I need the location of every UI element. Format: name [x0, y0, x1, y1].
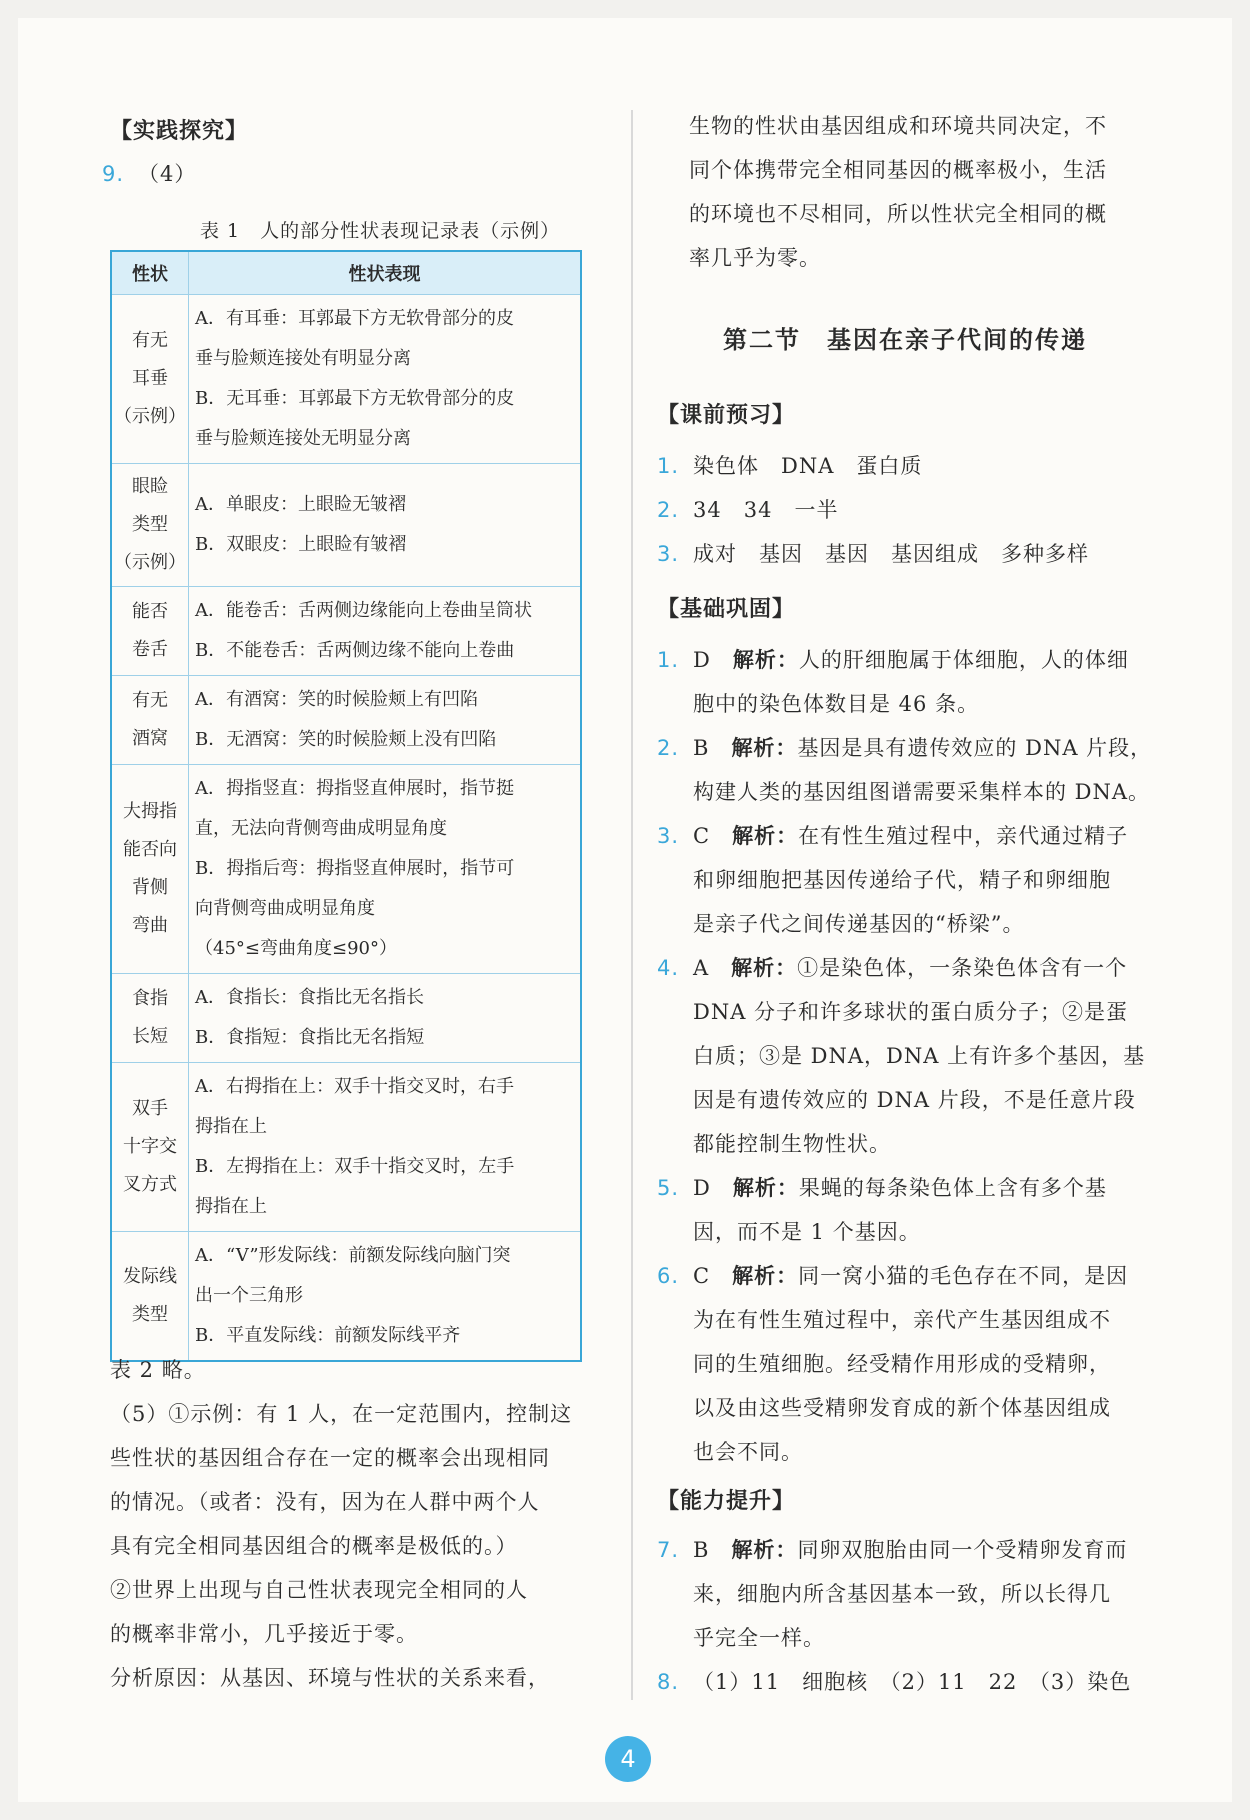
item-number: 6. [657, 1264, 680, 1288]
basic-item-line: 是亲子代之间传递基因的“桥梁”。 [693, 912, 1025, 936]
table-row [111, 295, 581, 464]
answer-line: 些性状的基因组合存在一定的概率会出现相同 [110, 1446, 550, 1470]
expression-cell [189, 676, 582, 765]
basic-item-line: 白质；③是 DNA，DNA 上有许多个基因，基 [693, 1044, 1146, 1068]
expression-cell [189, 464, 582, 587]
answer-line: 具有完全相同基因组合的概率是极低的。） [110, 1534, 518, 1558]
option-text: A．有耳垂：耳郭最下方无软骨部分的皮 [195, 308, 514, 329]
item-number: 4. [657, 956, 680, 980]
trait-cell [111, 765, 189, 974]
answer-line: 表 2 略。 [110, 1358, 206, 1382]
basic-item-line: 胞中的染色体数目是 46 条。 [693, 692, 980, 716]
item-number: 7. [657, 1538, 680, 1562]
preview-item [657, 444, 922, 488]
answer-line: 的情况。（或者：没有，因为在人群中两个人 [110, 1490, 540, 1514]
header-trait: 性状 [111, 251, 189, 295]
advanced-item-line: 来，细胞内所含基因基本一致，所以长得几 [693, 1582, 1111, 1606]
option-text: B．食指短：食指比无名指短 [195, 1027, 425, 1048]
analysis-text: 同卵双胞胎由同一个受精卵发育而 [797, 1538, 1128, 1562]
trait-text: 酒窝 [132, 728, 168, 749]
option-text: 垂与脸颊连接处无明显分离 [195, 428, 411, 449]
item-number: 1. [657, 454, 680, 478]
advanced-item [657, 1528, 1127, 1572]
table-row [111, 587, 581, 676]
basic-item [657, 946, 1127, 990]
column-divider [631, 110, 633, 1700]
option-text: （45°≤弯曲角度≤90°） [195, 938, 397, 959]
section-advanced-title: 【能力提升】 [657, 1489, 796, 1514]
item-number: 3. [657, 542, 680, 566]
q9-number: 9. [102, 162, 125, 186]
header-expression: 性状表现 [189, 251, 582, 295]
analysis-label: 解析： [731, 1538, 798, 1562]
option-text: 拇指在上 [195, 1116, 267, 1137]
q8-line [657, 1660, 1131, 1704]
table-row [111, 676, 581, 765]
trait-cell [111, 1232, 189, 1362]
table-row [111, 974, 581, 1063]
item-number: 2. [657, 498, 680, 522]
trait-text: 叉方式 [123, 1174, 177, 1195]
item-text: 染色体 DNA 蛋白质 [693, 454, 923, 478]
answer-line: （5）①示例：有 1 人，在一定范围内，控制这 [110, 1402, 573, 1426]
analysis-text: ①是染色体，一条染色体含有一个 [797, 956, 1128, 980]
option-text: 垂与脸颊连接处有明显分离 [195, 348, 411, 369]
trait-text: 双手 [132, 1098, 168, 1119]
continued-line: 率几乎为零。 [689, 246, 821, 270]
expression-cell [189, 587, 582, 676]
option-text: A．有酒窝：笑的时候脸颊上有凹陷 [195, 689, 478, 710]
table-caption: 表 1 人的部分性状表现记录表（示例） [200, 220, 561, 242]
item-number: 2. [657, 736, 680, 760]
analysis-text: 基因是具有遗传效应的 DNA 片段， [797, 736, 1153, 760]
answer-letter: C [693, 1264, 711, 1288]
basic-item-line: 同的生殖细胞。经受精作用形成的受精卵， [693, 1352, 1111, 1376]
expression-cell [189, 765, 582, 974]
trait-cell [111, 295, 189, 464]
trait-text: （示例） [114, 552, 186, 573]
trait-cell [111, 676, 189, 765]
analysis-label: 解析： [731, 956, 798, 980]
trait-text: 能否 [132, 601, 168, 622]
basic-item [657, 638, 1129, 682]
option-text: B．无酒窝：笑的时候脸颊上没有凹陷 [195, 729, 497, 750]
basic-item-line: 都能控制生物性状。 [693, 1132, 891, 1156]
answer-line: 的概率非常小，几乎接近于零。 [110, 1622, 418, 1646]
basic-item-line: DNA 分子和许多球状的蛋白质分子；②是蛋 [693, 1000, 1129, 1024]
trait-text: 有无 [132, 330, 168, 351]
trait-cell [111, 1063, 189, 1232]
item-number: 1. [657, 648, 680, 672]
trait-text: （示例） [114, 406, 186, 427]
answer-line: 分析原因：从基因、环境与性状的关系来看， [110, 1666, 550, 1690]
option-text: A．右拇指在上：双手十指交叉时，右手 [195, 1076, 514, 1097]
trait-text: 耳垂 [132, 368, 168, 389]
trait-text: 发际线 [123, 1266, 177, 1287]
analysis-label: 解析： [732, 1176, 799, 1200]
option-text: 出一个三角形 [195, 1285, 303, 1306]
analysis-text: 人的肝细胞属于体细胞，人的体细 [798, 648, 1129, 672]
q9-text: （4） [138, 162, 197, 186]
trait-text: 有无 [132, 690, 168, 711]
answer-letter: B [693, 1538, 710, 1562]
basic-item [657, 1166, 1107, 1210]
option-text: B．平直发际线：前额发际线平齐 [195, 1325, 461, 1346]
answer-letter: A [693, 956, 710, 980]
basic-item [657, 814, 1128, 858]
continued-line: 生物的性状由基因组成和环境共同决定，不 [689, 114, 1107, 138]
analysis-label: 解析： [731, 736, 798, 760]
table-row [111, 1063, 581, 1232]
answer-letter: B [693, 736, 710, 760]
preview-item [657, 532, 1089, 576]
continued-line: 同个体携带完全相同基因的概率极小，生活 [689, 158, 1107, 182]
trait-text: 长短 [132, 1026, 168, 1047]
analysis-text: 在有性生殖过程中，亲代通过精子 [798, 824, 1129, 848]
trait-text: 十字交 [123, 1136, 177, 1157]
advanced-item-line: 乎完全一样。 [693, 1626, 825, 1650]
section-practice-title: 【实践探究】 [110, 119, 249, 144]
option-text: B．不能卷舌：舌两侧边缘不能向上卷曲 [195, 640, 515, 661]
table-row [111, 1232, 581, 1362]
trait-text: 类型 [132, 1304, 168, 1325]
section-preview-title: 【课前预习】 [657, 403, 796, 428]
option-text: B．双眼皮：上眼睑有皱褶 [195, 534, 407, 555]
trait-text: 大拇指 [123, 801, 177, 822]
trait-text: 能否向 [123, 839, 177, 860]
answer-letter: D [693, 648, 711, 672]
item-text: 34 34 一半 [693, 498, 839, 522]
preview-item [657, 488, 838, 532]
q9-line [102, 152, 196, 196]
analysis-text: 果蝇的每条染色体上含有多个基 [798, 1176, 1107, 1200]
table-row [111, 464, 581, 587]
page-number-badge: 4 [605, 1736, 651, 1782]
trait-cell [111, 464, 189, 587]
answer-letter: D [693, 1176, 711, 1200]
option-text: A．能卷舌：舌两侧边缘能向上卷曲呈筒状 [195, 600, 532, 621]
basic-item-line: 因是有遗传效应的 DNA 片段，不是任意片段 [693, 1088, 1136, 1112]
expression-cell [189, 1063, 582, 1232]
trait-table [110, 250, 582, 1362]
expression-cell [189, 1232, 582, 1362]
option-text: A．单眼皮：上眼睑无皱褶 [195, 494, 406, 515]
option-text: B．无耳垂：耳郭最下方无软骨部分的皮 [195, 388, 515, 409]
analysis-label: 解析： [732, 1264, 799, 1288]
basic-item [657, 1254, 1128, 1298]
table-header-row [111, 251, 581, 295]
item-text: 成对 基因 基因 基因组成 多种多样 [693, 542, 1089, 566]
basic-item-line: 以及由这些受精卵发育成的新个体基因组成 [693, 1396, 1111, 1420]
basic-item-line: 因，而不是 1 个基因。 [693, 1220, 921, 1244]
option-text: A．“V”形发际线：前额发际线向脑门突 [195, 1245, 511, 1266]
answer-letter: C [693, 824, 711, 848]
item-text: （1）11 细胞核 （2）11 22 （3）染色 [693, 1670, 1132, 1694]
trait-text: 卷舌 [132, 639, 168, 660]
answer-page [18, 18, 1232, 1802]
option-text: B．拇指后弯：拇指竖直伸展时，指节可 [195, 858, 515, 879]
option-text: 向背侧弯曲成明显角度 [195, 898, 375, 919]
trait-text: 弯曲 [132, 915, 168, 936]
expression-cell [189, 295, 582, 464]
option-text: A．拇指竖直：拇指竖直伸展时，指节挺 [195, 778, 514, 799]
trait-cell [111, 974, 189, 1063]
item-number: 3. [657, 824, 680, 848]
analysis-label: 解析： [732, 648, 799, 672]
basic-item-line: 和卵细胞把基因传递给子代，精子和卵细胞 [693, 868, 1111, 892]
option-text: B．左拇指在上：双手十指交叉时，左手 [195, 1156, 515, 1177]
basic-item [657, 726, 1152, 770]
expression-cell [189, 974, 582, 1063]
trait-text: 眼睑 [132, 476, 168, 497]
analysis-label: 解析： [732, 824, 799, 848]
answer-line: ②世界上出现与自己性状表现完全相同的人 [110, 1578, 528, 1602]
continued-line: 的环境也不尽相同，所以性状完全相同的概 [689, 202, 1107, 226]
option-text: 直，无法向背侧弯曲成明显角度 [195, 818, 447, 839]
item-number: 5. [657, 1176, 680, 1200]
trait-text: 食指 [132, 988, 168, 1009]
analysis-text: 同一窝小猫的毛色存在不同，是因 [798, 1264, 1129, 1288]
trait-text: 背侧 [132, 877, 168, 898]
option-text: 拇指在上 [195, 1196, 267, 1217]
option-text: A．食指长：食指比无名指长 [195, 987, 424, 1008]
section-basic-title: 【基础巩固】 [657, 597, 796, 622]
basic-item-line: 为在有性生殖过程中，亲代产生基因组成不 [693, 1308, 1111, 1332]
chapter-heading: 第二节 基因在亲子代间的传递 [723, 326, 1087, 354]
basic-item-line: 也会不同。 [693, 1440, 803, 1464]
basic-item-line: 构建人类的基因组图谱需要采集样本的 DNA。 [693, 780, 1151, 804]
table-row [111, 765, 581, 974]
trait-text: 类型 [132, 514, 168, 535]
trait-cell [111, 587, 189, 676]
item-number: 8. [657, 1670, 680, 1694]
